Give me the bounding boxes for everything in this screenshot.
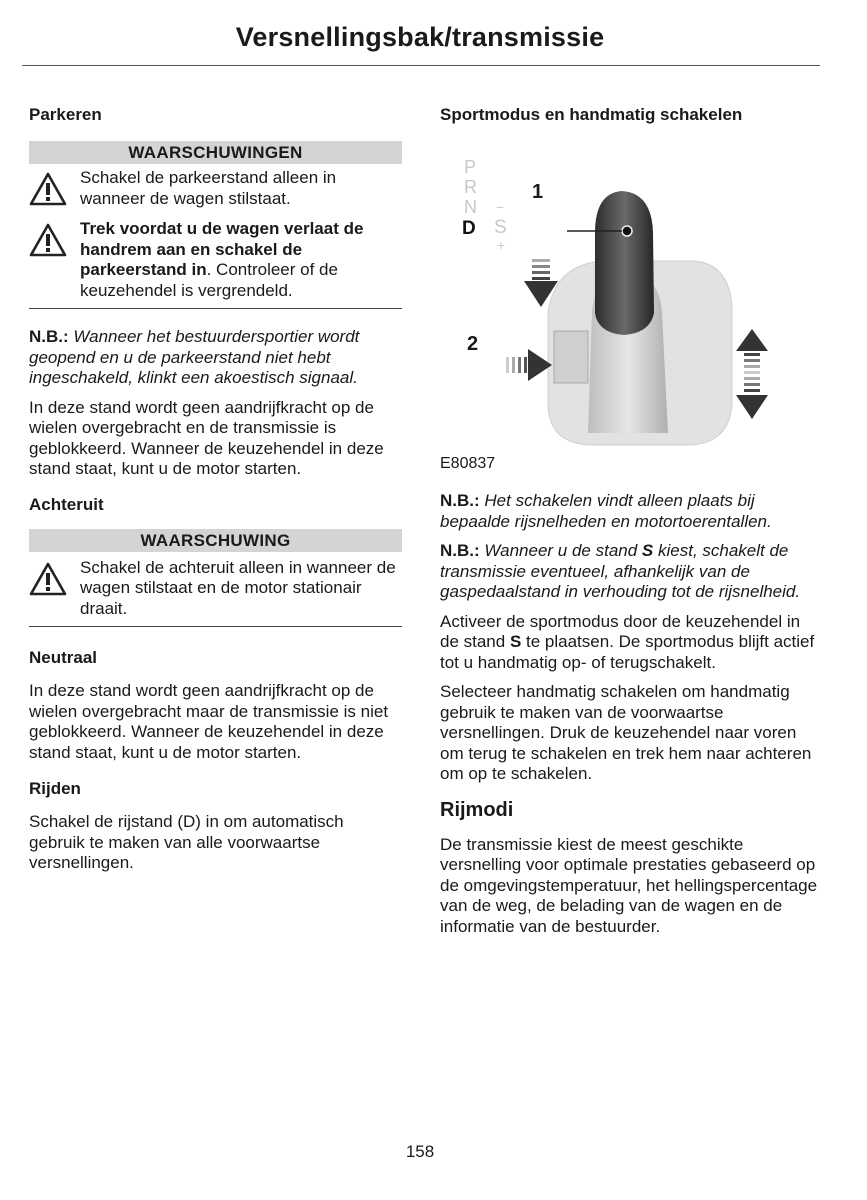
parkeren-heading: Parkeren [29, 105, 102, 124]
gear-selector-figure [440, 157, 822, 472]
warning-triangle-icon [29, 223, 67, 263]
rijden-heading: Rijden [29, 779, 81, 798]
gear-label-minus: − [496, 199, 505, 215]
manual-updown-arrow [736, 329, 768, 419]
warning-item-1 [29, 168, 402, 209]
warning-text-2-rest: . Controleer of de keuzehendel is vergrendeld. [80, 260, 338, 300]
paragraph-neutraal: In deze stand wordt geen aandrijfkracht op de wielen overgebracht maar de transmissie is niet geblokkeerd. Wanneer de keuzehendel in deze stand staat, kunt u de motor starten. [29, 681, 389, 762]
nb-paragraph-3: N.B.: Wanneer u de stand S kiest, schakelt de transmissie eventueel, afhankelijk van de gaspedaalstand in verhouding tot de rijsnelheid. [440, 541, 801, 601]
pointer-arrow-2 [506, 349, 552, 381]
right-column [440, 100, 822, 937]
page-number: 158 [405, 1142, 435, 1161]
paragraph-rijden: Schakel de rijstand (D) in om automatisch gebruik te maken van alle voorwaartse versnellingen. [29, 812, 344, 872]
warnings-end-rule [29, 308, 402, 309]
callout-number-2: 2 [467, 333, 479, 355]
paragraph-sportmodus: Activeer de sportmodus door de keuzehendel in de stand S te plaatsen. De sportmodus blijft actief tot u handmatig op- of terugschakelt. [440, 611, 815, 672]
warning-item-3 [29, 558, 402, 620]
paragraph-parkeren: In deze stand wordt geen aandrijfkracht op de wielen overgebracht en de transmissie is geblokkeerd. Wanneer de keuzehendel in deze stand staat, kunt u de motor starten. [29, 397, 384, 478]
warning-text-3: Schakel de achteruit alleen in wanneer de wagen stilstaat en de motor stationair draait. [80, 557, 396, 618]
neutraal-heading: Neutraal [29, 648, 98, 667]
paragraph-rijmodi: De transmissie kiest de meest geschikte versnelling voor optimale prestaties gebaseerd op de omgevingstemperatuur, het hellingspercentage van de weg, de belading van de wagen en de informatie van de bestuurder. [440, 834, 818, 936]
warning-end-rule [29, 626, 402, 627]
figure-code: E80837 [440, 455, 496, 472]
callout-dot-1 [622, 226, 632, 236]
paragraph-handmatig: Selecteer handmatig schakelen om handmatig gebruik te maken van de voorwaartse versnellingen. Druk de keuzehendel naar voren om terug te schakelen en trek hem naar achteren om op te schakelen. [440, 682, 812, 783]
rijmodi-heading: Rijmodi [440, 798, 514, 821]
nb-paragraph-1: N.B.: Wanneer het bestuurdersportier wordt geopend en u de parkeerstand niet hebt ingeschakeld, klinkt een akoestisch signaal. [29, 327, 360, 387]
callout-number-1: 1 [532, 181, 544, 203]
gear-label-plus: + [497, 237, 506, 253]
gear-label-d: D [462, 218, 476, 239]
header-rule [22, 65, 820, 66]
nb-label: N.B.: [29, 327, 69, 346]
sportmodus-heading: Sportmodus en handmatig schakelen [440, 105, 743, 124]
warning-text-1: Schakel de parkeerstand alleen in wanneer de wagen stilstaat. [80, 168, 337, 208]
gate-indicator [554, 331, 588, 383]
warning-bar: WAARSCHUWING [29, 529, 402, 552]
warning-item-2 [29, 219, 402, 301]
gear-label-p: P [464, 157, 477, 177]
gear-label-n: N [464, 197, 477, 217]
gear-label-r: R [464, 177, 477, 197]
left-column [29, 100, 402, 874]
warnings-bar: WAARSCHUWINGEN [29, 141, 402, 164]
achteruit-heading: Achteruit [29, 494, 104, 514]
nb-paragraph-2: N.B.: Het schakelen vindt alleen plaats bij bepaalde rijsnelheden en motortoerentallen. [440, 491, 772, 531]
gear-label-s: S [494, 217, 507, 238]
warning-triangle-icon [29, 172, 67, 212]
gear-knob [595, 191, 654, 335]
warning-text-2-bold: Trek voordat u de wagen verlaat de handrem aan en schakel de parkeerstand in [80, 219, 364, 279]
warning-triangle-icon [29, 562, 67, 602]
page-title: Versnellingsbak/transmissie [235, 22, 605, 52]
